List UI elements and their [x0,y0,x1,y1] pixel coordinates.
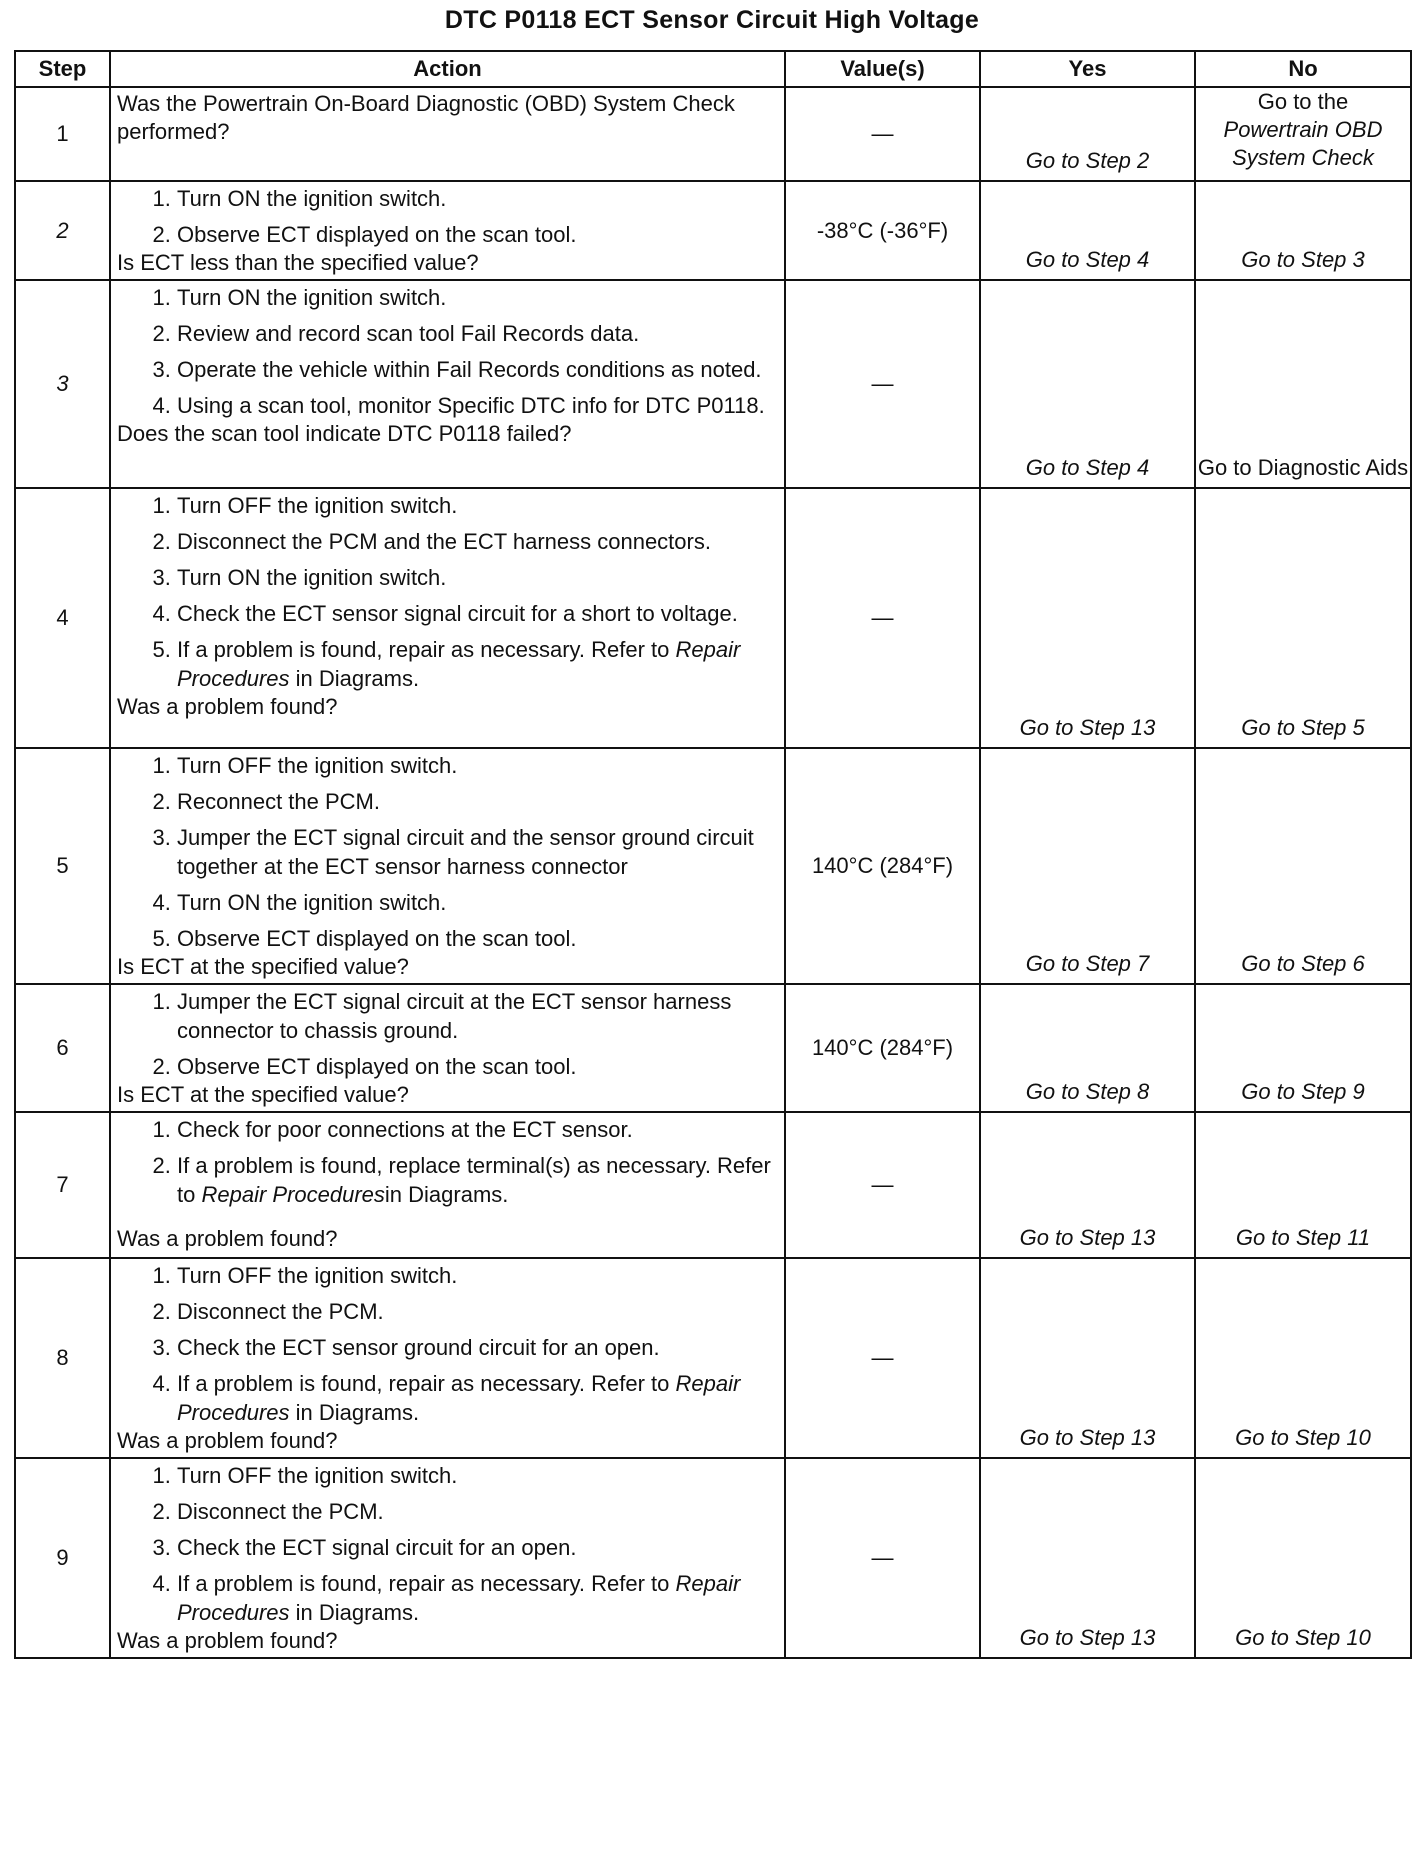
action-item: 5. Observe ECT displayed on the scan tool. [177,924,778,953]
action-question: Does the scan tool indicate DTC P0118 failed? [117,421,572,446]
action-item: 4. Turn ON the ignition switch. [177,888,778,917]
action-cell [110,984,785,1112]
action-item: 2. Disconnect the PCM. [177,1297,778,1326]
action-item: 1. Turn OFF the ignition switch. [177,491,778,520]
repair-procedures-ref: Repair Procedures [177,637,741,691]
action-item: 3. Operate the vehicle within Fail Records conditions as noted. [177,355,778,384]
yes-cell: Go to Step 7 [980,748,1195,984]
value-cell: — [785,488,980,748]
no-cell: Go to Step 10 [1195,1458,1411,1658]
item-text: in Diagrams. [289,1600,420,1625]
table-row-step-4 [15,488,1411,748]
action-item: 3. Turn ON the ignition switch. [177,563,778,592]
table-row-step-9 [15,1458,1411,1658]
header-action: Action [110,51,785,87]
no-cell: Go to Step 5 [1195,488,1411,748]
action-item: 2. Observe ECT displayed on the scan tool. [177,220,778,249]
no-cell: Go to Step 11 [1195,1112,1411,1258]
value-cell: — [785,1458,980,1658]
action-question: Was a problem found? [117,1226,338,1251]
action-item [177,1569,778,1627]
action-cell [110,488,785,748]
step-number: 2 [15,181,110,280]
yes-cell: Go to Step 2 [980,87,1195,181]
no-line1: Go to the [1257,89,1349,114]
step-number: 7 [15,1112,110,1258]
no-cell: Go to Step 3 [1195,181,1411,280]
action-item: 1. Turn ON the ignition switch. [177,283,778,312]
yes-cell: Go to Step 8 [980,984,1195,1112]
value-cell: -38°C (-36°F) [785,181,980,280]
item-text: If a problem is found, repair as necessary. Refer to [177,637,676,662]
item-text: If a problem is found, repair as necessary. Refer to [177,1371,676,1396]
action-question: Was a problem found? [117,1628,338,1653]
item-text: in Diagrams. [384,1182,509,1207]
yes-cell: Go to Step 13 [980,1112,1195,1258]
value-cell: — [785,280,980,488]
no-line2: Powertrain OBD System Check [1223,117,1383,170]
action-question: Is ECT at the specified value? [117,954,409,979]
action-cell [110,181,785,280]
action-item: 3. Check the ECT sensor ground circuit for an open. [177,1333,778,1362]
header-yes: Yes [980,51,1195,87]
value-cell: — [785,1112,980,1258]
value-cell: — [785,1258,980,1458]
action-item: 2. Review and record scan tool Fail Records data. [177,319,778,348]
action-item: 2. Observe ECT displayed on the scan tool. [177,1052,778,1081]
action-intro: Was the Powertrain On-Board Diagnostic (OBD) System Check performed? [117,91,735,144]
header-step: Step [15,51,110,87]
action-item: 1. Turn ON the ignition switch. [177,184,778,213]
action-cell [110,748,785,984]
table-row-step-7 [15,1112,1411,1258]
step-number: 6 [15,984,110,1112]
action-cell [110,87,785,181]
no-cell: Go to Diagnostic Aids [1195,280,1411,488]
no-cell: Go to Step 10 [1195,1258,1411,1458]
action-cell [110,1458,785,1658]
action-item: 2. Disconnect the PCM. [177,1497,778,1526]
diagnostic-table [14,50,1412,1659]
value-cell: 140°C (284°F) [785,984,980,1112]
action-item: 1. Jumper the ECT signal circuit at the ECT sensor harness connector to chassis ground. [177,987,778,1045]
table-row-step-2 [15,181,1411,280]
item-text: in Diagrams. [289,1400,420,1425]
action-cell [110,1258,785,1458]
action-item: 1. Turn OFF the ignition switch. [177,751,778,780]
value-cell: 140°C (284°F) [785,748,980,984]
no-cell [1195,87,1411,181]
table-row-step-8 [15,1258,1411,1458]
action-question: Was a problem found? [117,1428,338,1453]
yes-cell: Go to Step 4 [980,280,1195,488]
action-item: 2. Disconnect the PCM and the ECT harness connectors. [177,527,778,556]
action-item: 4. Using a scan tool, monitor Specific DTC info for DTC P0118. [177,391,778,420]
action-item [177,1369,778,1427]
yes-cell: Go to Step 13 [980,1258,1195,1458]
action-item: 1. Check for poor connections at the ECT sensor. [177,1115,778,1144]
step-number: 8 [15,1258,110,1458]
action-item: 1. Turn OFF the ignition switch. [177,1261,778,1290]
action-question: Is ECT at the specified value? [117,1082,409,1107]
action-cell [110,280,785,488]
yes-cell: Go to Step 13 [980,1458,1195,1658]
step-number: 9 [15,1458,110,1658]
step-number: 3 [15,280,110,488]
action-item: 4. Check the ECT sensor signal circuit for a short to voltage. [177,599,778,628]
action-question: Is ECT less than the specified value? [117,250,479,275]
table-row-step-6 [15,984,1411,1112]
repair-procedures-ref: Repair Procedures [177,1371,741,1425]
table-row-step-3 [15,280,1411,488]
step-number: 4 [15,488,110,748]
step-number: 1 [15,87,110,181]
item-text: If a problem is found, repair as necessary. Refer to [177,1571,676,1596]
action-question: Was a problem found? [117,694,338,719]
table-row-step-5 [15,748,1411,984]
action-item [177,1151,778,1209]
table-row-step-1 [15,87,1411,181]
action-item: 3. Check the ECT signal circuit for an open. [177,1533,778,1562]
action-cell [110,1112,785,1258]
action-item: 1. Turn OFF the ignition switch. [177,1461,778,1490]
header-row [15,51,1411,87]
repair-procedures-ref: Repair Procedures [201,1182,385,1207]
repair-procedures-ref: Repair Procedures [177,1571,741,1625]
yes-cell: Go to Step 13 [980,488,1195,748]
action-item: 2. Reconnect the PCM. [177,787,778,816]
action-item [177,635,778,693]
item-text: If a problem is found, replace terminal(s) as necessary. Refer to [177,1153,771,1207]
step-number: 5 [15,748,110,984]
header-no: No [1195,51,1411,87]
page-title: DTC P0118 ECT Sensor Circuit High Voltage [444,6,980,34]
header-values: Value(s) [785,51,980,87]
item-text: in Diagrams. [289,666,420,691]
no-cell: Go to Step 6 [1195,748,1411,984]
no-cell: Go to Step 9 [1195,984,1411,1112]
action-item: 3. Jumper the ECT signal circuit and the sensor ground circuit together at the ECT sensor harness connector [177,823,778,881]
value-cell: — [785,87,980,181]
yes-cell: Go to Step 4 [980,181,1195,280]
